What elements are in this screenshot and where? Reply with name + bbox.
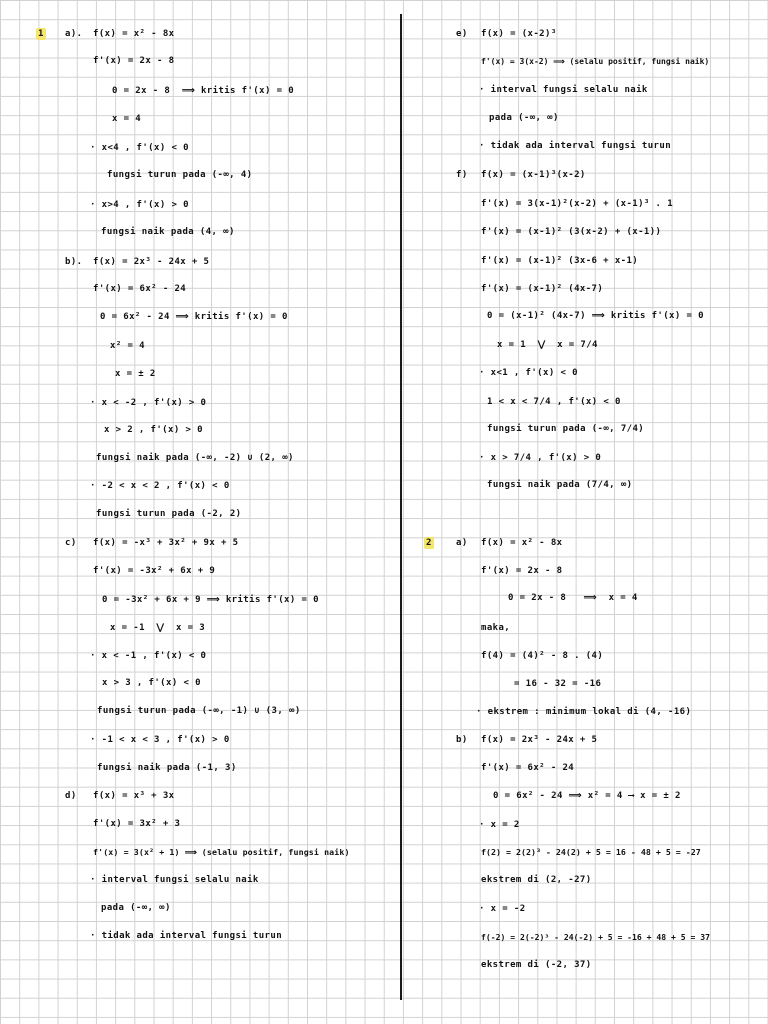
line-2b-9: ekstrem di (-2, 37) [481, 960, 592, 970]
line-2b-3: 0 = 6x² - 24 ⟹ x² = 4 ⟶ x = ± 2 [493, 791, 681, 801]
line-2a-5: f(4) = (4)² - 8 . (4) [481, 651, 604, 661]
line-1b-9: · -2 < x < 2 , f'(x) < 0 [90, 481, 230, 491]
line-1c-6: x > 3 , f'(x) < 0 [102, 678, 201, 688]
part-label-1f: f) [456, 170, 468, 180]
line-1a-3: 0 = 2x - 8 ⟹ kritis f'(x) = 0 [112, 86, 295, 96]
line-1e-1: f(x) = (x-2)³ [481, 29, 557, 39]
line-1d-1: f(x) = x³ + 3x [93, 791, 175, 801]
line-1f-8: · x<1 , f'(x) < 0 [479, 368, 578, 378]
line-2b-4: · x = 2 [479, 820, 520, 830]
line-2b-6: ekstrem di (2, -27) [481, 875, 592, 885]
line-1e-5: · tidak ada interval fungsi turun [479, 141, 672, 151]
line-1f-3: f'(x) = (x-1)² (3(x-2) + (x-1)) [481, 227, 662, 237]
line-1f-9: 1 < x < 7/4 , f'(x) < 0 [487, 397, 621, 407]
part-label-1b: b). [65, 257, 83, 267]
line-1c-7: fungsi turun pada (-∞, -1) ∪ (3, ∞) [97, 706, 301, 716]
line-1f-7: x = 1 ⋁ x = 7/4 [497, 340, 598, 350]
line-1a-2: f'(x) = 2x - 8 [93, 56, 175, 66]
line-2b-8: f(-2) = 2(-2)³ - 24(-2) + 5 = -16 + 48 + 5 = 37 [481, 932, 711, 942]
line-1a-1: f(x) = x² - 8x [93, 29, 175, 39]
line-1b-2: f'(x) = 6x² - 24 [93, 284, 187, 294]
line-2a-2: f'(x) = 2x - 8 [481, 566, 563, 576]
line-1a-4: x = 4 [112, 114, 142, 124]
question-number-1: 1 [38, 29, 44, 39]
line-1b-4: x² = 4 [110, 341, 145, 351]
line-1a-7: · x>4 , f'(x) > 0 [90, 200, 189, 210]
line-1c-3: 0 = -3x² + 6x + 9 ⟹ kritis f'(x) = 0 [102, 595, 319, 605]
line-1b-5: x = ± 2 [115, 369, 156, 379]
line-1a-5: · x<4 , f'(x) < 0 [90, 143, 189, 153]
line-2b-1: f(x) = 2x³ - 24x + 5 [481, 735, 598, 745]
line-1e-4: pada (-∞, ∞) [489, 113, 559, 123]
line-2a-7: · ekstrem : minimum lokal di (4, -16) [476, 707, 692, 717]
line-1b-3: 0 = 6x² - 24 ⟹ kritis f'(x) = 0 [100, 312, 288, 322]
line-1b-1: f(x) = 2x³ - 24x + 5 [93, 257, 210, 267]
line-1f-2: f'(x) = 3(x-1)²(x-2) + (x-1)³ . 1 [481, 199, 674, 209]
line-1b-6: · x < -2 , f'(x) > 0 [90, 398, 207, 408]
part-label-1d: d) [65, 791, 77, 801]
line-1f-1: f(x) = (x-1)³(x-2) [481, 170, 586, 180]
line-1d-4: · interval fungsi selalu naik [90, 875, 259, 885]
line-1b-8: fungsi naik pada (-∞, -2) ∪ (2, ∞) [96, 453, 294, 463]
line-1f-11: · x > 7/4 , f'(x) > 0 [479, 453, 602, 463]
line-1d-6: · tidak ada interval fungsi turun [90, 931, 283, 941]
line-1f-6: 0 = (x-1)² (4x-7) ⟹ kritis f'(x) = 0 [487, 311, 704, 321]
line-1d-5: pada (-∞, ∞) [101, 903, 171, 913]
part-label-1e: e) [456, 29, 468, 39]
column-divider [400, 14, 402, 1000]
line-1c-5: · x < -1 , f'(x) < 0 [90, 651, 207, 661]
line-2a-1: f(x) = x² - 8x [481, 538, 563, 548]
line-1c-1: f(x) = -x³ + 3x² + 9x + 5 [93, 538, 239, 548]
line-1e-2: f'(x) = 3(x-2) ⟹ (selalu positif, fungsi naik) [481, 57, 710, 66]
line-2b-7: · x = -2 [479, 904, 526, 914]
line-1f-10: fungsi turun pada (-∞, 7/4) [487, 424, 645, 434]
line-1d-2: f'(x) = 3x² + 3 [93, 819, 181, 829]
line-1f-5: f'(x) = (x-1)² (4x-7) [481, 284, 604, 294]
line-1b-10: fungsi turun pada (-2, 2) [96, 509, 242, 519]
line-2a-3: 0 = 2x - 8 ⟹ x = 4 [508, 593, 638, 603]
line-1c-8: · -1 < x < 3 , f'(x) > 0 [90, 735, 230, 745]
line-1d-3: f'(x) = 3(x² + 1) ⟹ (selalu positif, fungsi naik) [93, 847, 350, 857]
part-label-2a: a) [456, 538, 468, 548]
part-label-2b: b) [456, 735, 468, 745]
question-number-2: 2 [426, 538, 432, 548]
line-1b-7: x > 2 , f'(x) > 0 [104, 425, 203, 435]
line-1c-4: x = -1 ⋁ x = 3 [110, 623, 206, 633]
line-1e-3: · interval fungsi selalu naik [479, 85, 648, 95]
line-1f-4: f'(x) = (x-1)² (3x-6 + x-1) [481, 256, 639, 266]
line-2a-6: = 16 - 32 = -16 [514, 679, 602, 689]
line-1f-12: fungsi naik pada (7/4, ∞) [487, 480, 633, 490]
line-2b-5: f(2) = 2(2)³ - 24(2) + 5 = 16 - 48 + 5 = -27 [481, 847, 701, 857]
line-1c-2: f'(x) = -3x² + 6x + 9 [93, 566, 216, 576]
line-2a-4: maka, [481, 623, 511, 633]
part-label-1c: c) [65, 538, 77, 548]
part-label-1a: a). [65, 29, 83, 39]
line-1a-6: fungsi turun pada (-∞, 4) [107, 170, 253, 180]
line-2b-2: f'(x) = 6x² - 24 [481, 763, 575, 773]
line-1c-9: fungsi naik pada (-1, 3) [97, 763, 237, 773]
line-1a-8: fungsi naik pada (4, ∞) [101, 227, 235, 237]
